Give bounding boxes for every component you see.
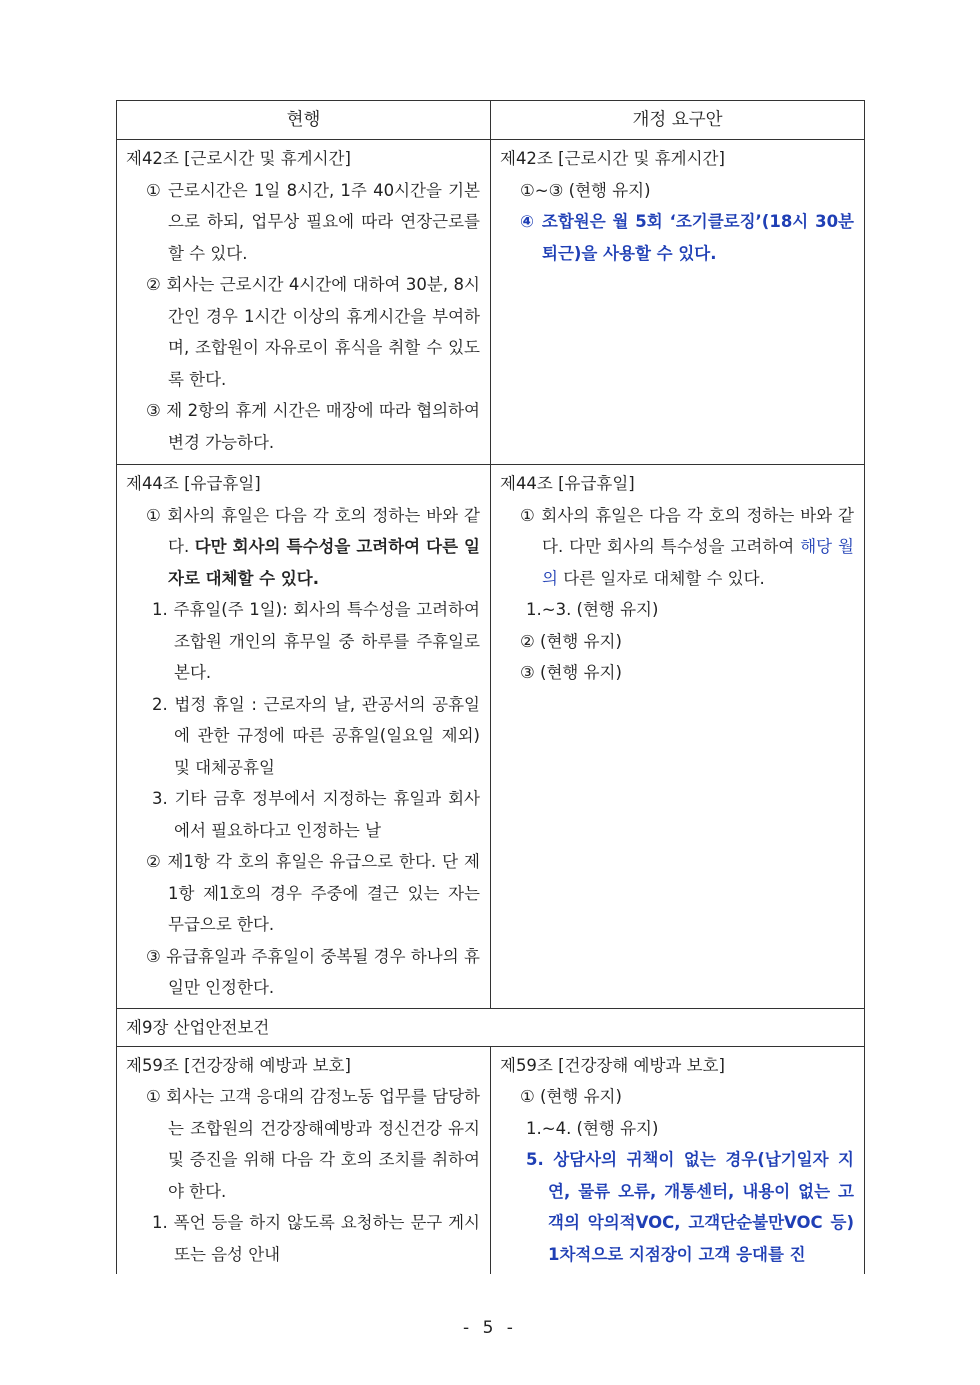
clause-1 — [522, 500, 854, 595]
clause-2: ② 회사는 근로시간 4시간에 대하여 30분, 8시간인 경우 1시간 이상의 휴게시간을 부여하며, 조합원이 자유로이 휴식을 취할 수 있도록 한다. — [146, 275, 480, 389]
article-title: 제42조 [근로시간 및 휴게시간] — [500, 149, 725, 168]
article-44-current — [117, 465, 491, 1009]
clause-2: ② (현행 유지) — [520, 631, 622, 651]
clause-3: ③ 유급휴일과 주휴일이 중복될 경우 하나의 휴일만 인정한다. — [146, 946, 480, 997]
clause-1-text-end: 다른 일자로 대체할 수 있다. — [557, 568, 765, 588]
clause-3: ③ 제 2항의 휴게 시간은 매장에 따라 협의하여 변경 가능하다. — [146, 401, 480, 452]
header-proposed: 개정 요구안 — [491, 101, 865, 140]
article-44-row — [117, 465, 865, 1009]
article-title: 제44조 [유급휴일] — [126, 474, 261, 493]
article-title: 제59조 [건강장해 예방과 보호] — [500, 1055, 725, 1075]
article-42-row — [117, 140, 865, 465]
sub-item-5-new: 5. 상담사의 귀책이 없는 경우(납기일자 지연, 물류 오류, 개통센터, 내용이 없는 고객의 악의적VOC, 고객단순불만VOC 등) 1차적으로 지점장이 고객 응대를 진 — [526, 1150, 854, 1264]
page-number: - 5 - — [463, 1318, 517, 1338]
article-title: 제42조 [근로시간 및 휴게시간] — [126, 149, 351, 168]
clause-1: ① (현행 유지) — [520, 1087, 622, 1106]
clause-1-text: ① 회사의 휴일은 다음 각 호의 정하는 바와 같다. 다만 회사의 특수성을 고려하여 — [520, 505, 854, 556]
clause-2: ② 제1항 각 호의 휴일은 유급으로 한다. 단 제1항 제1호의 경우 주중에 결근 있는 자는 무급으로 한다. — [146, 852, 480, 934]
clause-1-revision: 해당 월의 — [542, 537, 854, 588]
sub-item-3: 3. 기타 금후 정부에서 지정하는 휴일과 회사에서 필요하다고 인정하는 날 — [152, 789, 480, 840]
clause-1: ① 회사는 고객 응대의 감정노동 업무를 담당하는 조합원의 건강장해예방과 정신건강 유지 및 증진을 위해 다음 각 호의 조치를 취하여야 한다. — [146, 1087, 480, 1201]
chapter-9-heading: 제9장 산업안전보건 — [117, 1008, 865, 1046]
comparison-table — [116, 100, 865, 1274]
clause-1-text: ① 회사의 휴일은 다음 각 호의 정하는 바와 같다. — [146, 505, 480, 556]
sub-item-1: 1. 주휴일(주 1일): 회사의 특수성을 고려하여 조합원 개인의 휴무일 중 하루를 주휴일로 본다. — [152, 600, 480, 682]
clause-3: ③ (현행 유지) — [520, 663, 622, 682]
table-header-row — [117, 101, 865, 140]
sub-items: 1.~4. (현행 유지) — [526, 1118, 659, 1138]
article-59-proposed — [491, 1046, 865, 1274]
article-44-proposed — [491, 465, 865, 1009]
article-59-row — [117, 1046, 865, 1274]
article-title: 제59조 [건강장해 예방과 보호] — [126, 1055, 351, 1075]
clause-1-emphasis: 다만 회사의 특수성을 고려하여 다른 일자로 대체할 수 있다. — [168, 537, 480, 588]
sub-items: 1.~3. (현행 유지) — [526, 600, 659, 619]
sub-item-1: 1. 폭언 등을 하지 않도록 요청하는 문구 게시 또는 음성 안내 — [152, 1213, 480, 1264]
article-42-current — [117, 140, 491, 465]
header-current: 현행 — [117, 101, 491, 140]
clause-1: ① 근로시간은 1일 8시간, 1주 40시간을 기본으로 하되, 업무상 필요에 따라 연장근로를 할 수 있다. — [146, 180, 480, 263]
clause-4-new: ④ 조합원은 월 5회 ‘조기클로징’(18시 30분 퇴근)을 사용할 수 있다. — [520, 212, 854, 263]
article-59-current — [117, 1046, 491, 1274]
clause-1-3: ①~③ (현행 유지) — [520, 180, 651, 200]
chapter-row — [117, 1008, 865, 1046]
sub-item-2: 2. 법정 휴일 : 근로자의 날, 관공서의 공휴일에 관한 규정에 따른 공휴일(일요일 제외) 및 대체공휴일 — [152, 694, 480, 777]
article-42-proposed — [491, 140, 865, 465]
clause-1 — [148, 500, 480, 595]
article-title: 제44조 [유급휴일] — [500, 474, 635, 493]
